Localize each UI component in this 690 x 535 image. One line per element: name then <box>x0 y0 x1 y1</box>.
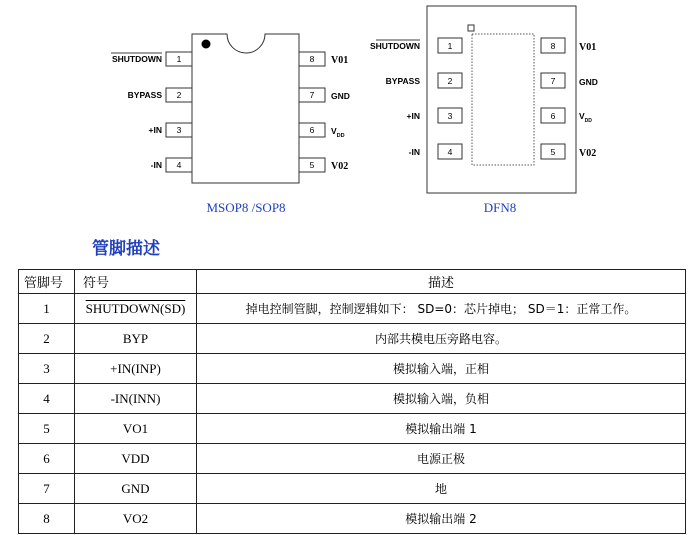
dfn-pin-1-label: SHUTDOWN <box>369 41 420 51</box>
pin-description: 内部共模电压旁路电容。 <box>197 324 686 354</box>
pin-number: 1 <box>19 294 75 324</box>
msop-pin-1-label: SHUTDOWN <box>111 54 162 64</box>
table-row <box>19 294 686 324</box>
pin-symbol: VO1 <box>75 414 197 444</box>
msop-pin-4-label: -IN <box>150 160 162 170</box>
pin-symbol: BYP <box>75 324 197 354</box>
pin-description: 模拟输入端，正相 <box>197 354 686 384</box>
pinout-diagram <box>0 0 690 225</box>
msop-pin-2-num: 2 <box>176 90 182 100</box>
msop-pin-3-label: +IN <box>148 125 162 135</box>
table-row <box>19 504 686 534</box>
table-row <box>19 384 686 414</box>
dfn-pin-1-num: 1 <box>447 41 453 51</box>
dfn-pin-7-num: 7 <box>550 76 556 86</box>
pin-symbol: +IN(INP) <box>75 354 197 384</box>
dfn-pin-8-num: 8 <box>550 41 556 51</box>
pin-description: 电源正极 <box>197 444 686 474</box>
pin-symbol: VO2 <box>75 504 197 534</box>
pin1-marker-icon <box>468 25 474 31</box>
dfn-pin-6-label: $V_{DD}$ <box>579 111 592 124</box>
dfn-pin-3-label: +IN <box>406 111 420 121</box>
msop-pin-1-num: 1 <box>176 54 182 64</box>
pin-symbol: VDD <box>75 444 197 474</box>
table-row <box>19 324 686 354</box>
pin-number: 2 <box>19 324 75 354</box>
pin-symbol: SHUTDOWN(SD) <box>75 294 197 324</box>
msop-caption: MSOP8 /SOP8 <box>206 200 286 215</box>
msop-pin-8-num: 8 <box>309 54 315 64</box>
dfn-pin-4-label: -IN <box>408 147 420 157</box>
msop-pin-8-label: V01 <box>331 55 349 66</box>
dfn-caption: DFN8 <box>483 200 517 215</box>
pin-description-table <box>18 269 686 534</box>
msop-pin-5-label: V02 <box>331 161 349 172</box>
header-symbol: 符号 <box>75 270 197 294</box>
pin-description: 模拟输入端，负相 <box>197 384 686 414</box>
pin-symbol: -IN(INN) <box>75 384 197 414</box>
header-description: 描述 <box>197 270 686 294</box>
dfn-pin-6-num: 6 <box>550 111 556 121</box>
pin-number: 8 <box>19 504 75 534</box>
table-row <box>19 474 686 504</box>
pin1-marker-icon <box>202 40 211 49</box>
pin-description: 模拟输出端 2 <box>197 504 686 534</box>
dfn-pin-2-label: BYPASS <box>385 76 420 86</box>
msop-pin-7-label: GND <box>331 91 350 101</box>
msop-pin-6-num: 6 <box>309 125 315 135</box>
msop-pin-4-num: 4 <box>176 160 182 170</box>
msop-pin-7-num: 7 <box>309 90 315 100</box>
pin-number: 7 <box>19 474 75 504</box>
msop-pin-5-num: 5 <box>309 160 315 170</box>
msop-pin-6-label: $V_{DD}$ <box>331 126 345 139</box>
dfn-pin-4-num: 4 <box>447 147 453 157</box>
msop-pin-3-num: 3 <box>176 125 182 135</box>
pin-number: 6 <box>19 444 75 474</box>
dfn-pin-8-label: V01 <box>579 42 597 53</box>
dfn-pin-3-num: 3 <box>447 111 453 121</box>
dfn-pin-7-label: GND <box>579 77 598 87</box>
pin-symbol: GND <box>75 474 197 504</box>
pin-description: 模拟输出端 1 <box>197 414 686 444</box>
table-header-row <box>19 270 686 294</box>
msop-pin-2-label: BYPASS <box>127 90 162 100</box>
section-title: 管脚描述 <box>92 239 160 259</box>
pin-number: 4 <box>19 384 75 414</box>
msop8-package <box>111 34 350 215</box>
pin-number: 5 <box>19 414 75 444</box>
table-row <box>19 354 686 384</box>
table-row <box>19 414 686 444</box>
pin-description: 地 <box>197 474 686 504</box>
header-pin: 管脚号 <box>19 270 75 294</box>
dfn-pin-5-label: V02 <box>579 148 597 159</box>
pin-number: 3 <box>19 354 75 384</box>
table-row <box>19 444 686 474</box>
dfn-pin-2-num: 2 <box>447 76 453 86</box>
dfn-pin-5-num: 5 <box>550 147 556 157</box>
dfn8-package <box>370 6 598 215</box>
pin-description: 掉电控制管脚，控制逻辑如下： SD=0：芯片掉电； SD＝1：正常工作。 <box>197 294 686 324</box>
